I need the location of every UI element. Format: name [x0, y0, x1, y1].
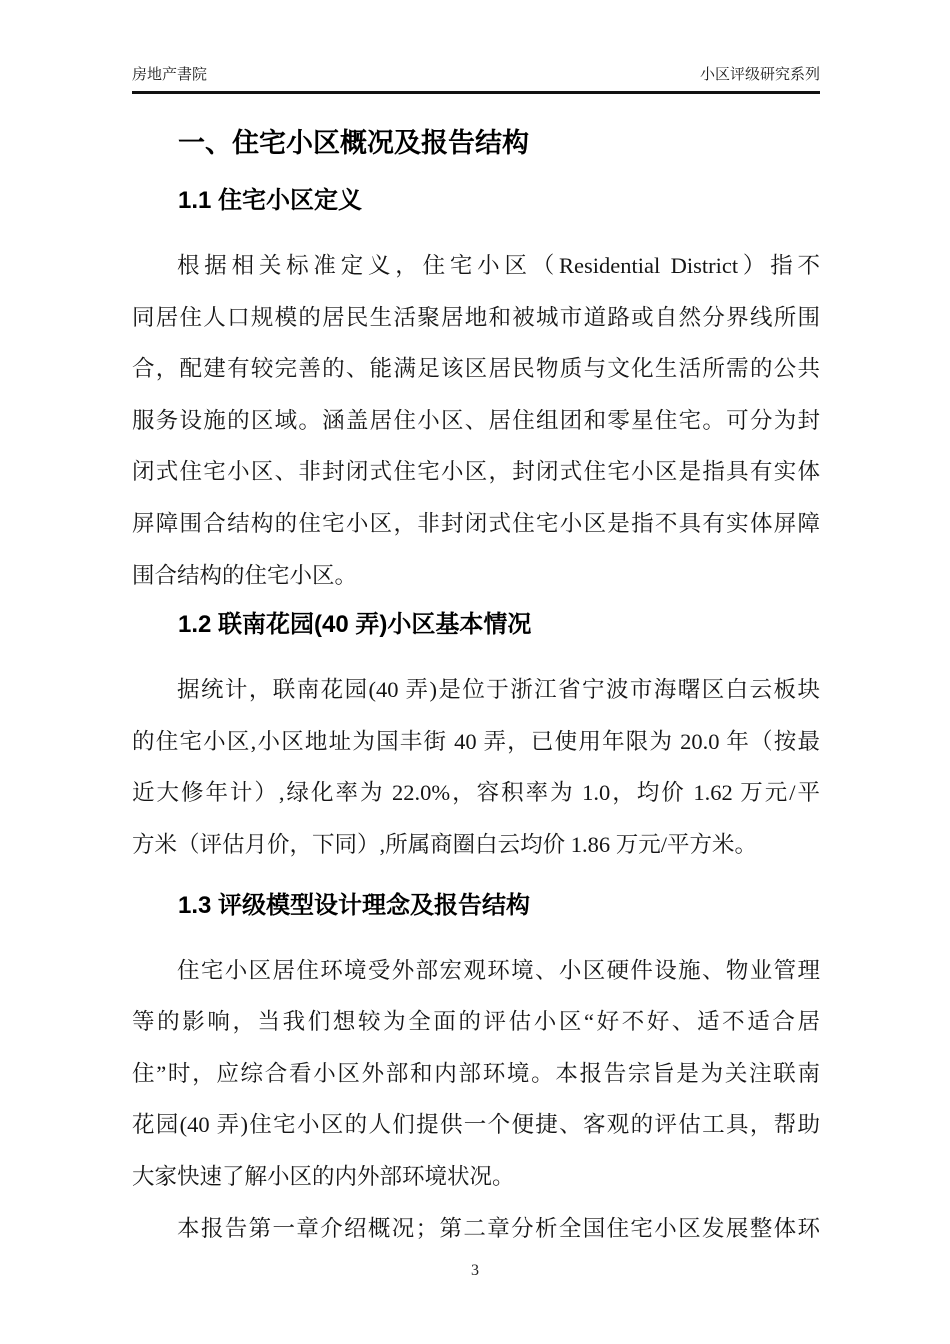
- paragraph-line: 合，配建有较完善的、能满足该区居民物质与文化生活所需的公共: [132, 356, 820, 382]
- paragraph: [132, 664, 820, 870]
- chapter-title: 一、住宅小区概况及报告结构: [178, 128, 529, 158]
- document-body: [132, 126, 820, 1254]
- paragraph-line: 花园(40 弄)住宅小区的人们提供一个便捷、客观的评估工具，帮助: [132, 1112, 820, 1138]
- page-footer: [0, 1261, 950, 1281]
- page-header: [132, 0, 820, 94]
- section-heading-1-1: 1.1 住宅小区定义: [178, 187, 363, 214]
- paragraph-line: 同居住人口规模的居民生活聚居地和被城市道路或自然分界线所围: [132, 304, 820, 330]
- paragraph: [132, 1203, 820, 1255]
- paragraph-line: 围合结构的住宅小区。: [132, 562, 358, 588]
- header-brand: 房地产書院: [132, 66, 208, 83]
- paragraph-line: 近大修年计）,绿化率为 22.0%，容积率为 1.0，均价 1.62 万元/平: [132, 780, 820, 806]
- paragraph-line: 服务设施的区域。涵盖居住小区、居住组团和零星住宅。可分为封: [132, 407, 820, 433]
- section-basic-info: [132, 610, 820, 870]
- paragraph-line: 等的影响，当我们想较为全面的评估小区“好不好、适不适合居: [132, 1009, 820, 1035]
- section-heading-1-2: 1.2 联南花园(40 弄)小区基本情况: [178, 611, 532, 639]
- section-model-design: [132, 891, 820, 1255]
- section-heading-1-3: 1.3 评级模型设计理念及报告结构: [178, 891, 531, 919]
- paragraph-line: 大家快速了解小区的内外部环境状况。: [132, 1163, 515, 1189]
- paragraph-line: 住宅小区居住环境受外部宏观环境、小区硬件设施、物业管理: [177, 957, 820, 983]
- header-series: 小区评级研究系列: [699, 66, 820, 83]
- paragraph-line: 的住宅小区,小区地址为国丰街 40 弄，已使用年限为 20.0 年（按最: [132, 728, 820, 754]
- paragraph-line: 方米（评估月价，下同）,所属商圈白云均价 1.86 万元/平方米。: [132, 831, 758, 857]
- paragraph-line: 据统计，联南花园(40 弄)是位于浙江省宁波市海曙区白云板块: [177, 677, 820, 703]
- paragraph: [132, 945, 820, 1203]
- paragraph: [132, 240, 820, 601]
- paragraph-line: 闭式住宅小区、非封闭式住宅小区，封闭式住宅小区是指具有实体: [132, 459, 820, 485]
- paragraph-line: 住”时，应综合看小区外部和内部环境。本报告宗旨是为关注联南: [132, 1060, 820, 1086]
- paragraph-line: 根据相关标准定义，住宅小区（Residential District）指不: [177, 253, 820, 278]
- paragraph-line: 本报告第一章介绍概况；第二章分析全国住宅小区发展整体环: [177, 1215, 820, 1241]
- paragraph-line: 屏障围合结构的住宅小区，非封闭式住宅小区是指不具有实体屏障: [132, 510, 820, 536]
- section-definition: [132, 186, 820, 601]
- page-number: 3: [471, 1262, 479, 1280]
